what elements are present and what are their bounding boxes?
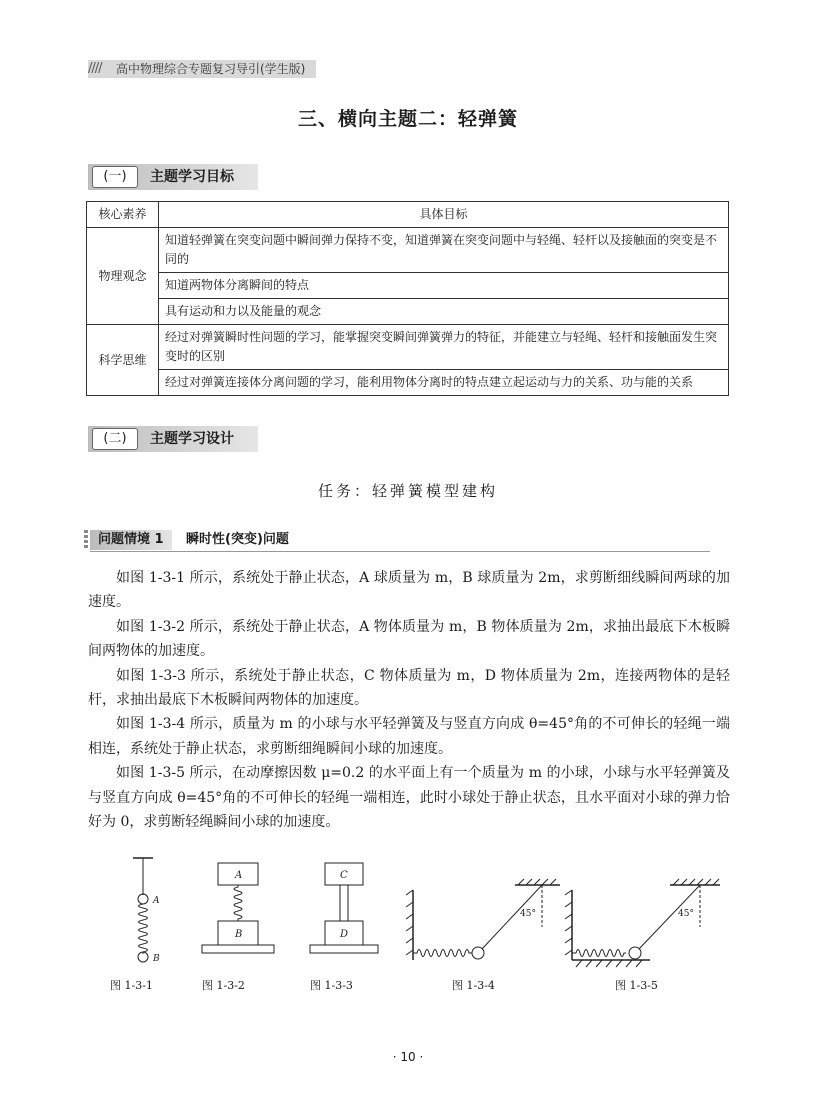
core-cell: 物理观念 bbox=[87, 228, 159, 325]
core-cell: 科学思维 bbox=[87, 325, 159, 396]
goal-cell: 具有运动和力以及能量的观念 bbox=[159, 299, 729, 325]
figure-1-3-4 bbox=[406, 879, 560, 960]
figure-caption: 图 1-3-2 bbox=[202, 979, 245, 992]
angle-label: 45° bbox=[520, 909, 536, 919]
tag-decoration bbox=[84, 530, 88, 550]
rod bbox=[340, 885, 348, 921]
section-number: (一) bbox=[92, 166, 138, 188]
goals-table bbox=[86, 201, 729, 396]
label-a: A bbox=[153, 896, 160, 906]
section-heading-design bbox=[88, 426, 258, 452]
wall-hatch bbox=[565, 890, 572, 955]
label-b: B bbox=[235, 929, 243, 940]
figure-1-3-1 bbox=[133, 858, 160, 964]
page-number: · 10 · bbox=[392, 1050, 424, 1064]
paragraph: 如图 1-3-2 所示，系统处于静止状态，A 物体质量为 m，B 物体质量为 2m，求抽出最底下木板瞬间两物体的加速度。 bbox=[88, 618, 730, 660]
floor-hatch bbox=[576, 960, 642, 967]
goal-cell: 知道两物体分离瞬间的特点 bbox=[159, 273, 729, 299]
angle-label: 45° bbox=[678, 909, 694, 919]
table-row bbox=[87, 299, 729, 325]
label-b: B bbox=[153, 954, 160, 964]
goal-cell: 经过对弹簧连接体分离问题的学习，能利用物体分离时的特点建立起运动与力的关系、功与能的关系 bbox=[159, 370, 729, 396]
board bbox=[202, 945, 274, 953]
goal-cell: 经过对弹簧瞬时性问题的学习，能掌握突变瞬间弹簧弹力的特征，并能建立与轻绳、轻杆和接触面发生突变时的区别 bbox=[159, 325, 729, 370]
problem-heading bbox=[90, 528, 710, 552]
figure-1-3-2 bbox=[202, 863, 274, 953]
figure-caption: 图 1-3-3 bbox=[310, 979, 353, 992]
table-row bbox=[87, 325, 729, 370]
figures-diagram bbox=[0, 855, 816, 975]
paragraph: 如图 1-3-3 所示，系统处于静止状态，C 物体质量为 m，D 物体质量为 2m，连接两物体的是轻杆，求抽出最底下木板瞬间两物体的加速度。 bbox=[88, 667, 730, 709]
figure-1-3-3 bbox=[310, 863, 378, 953]
column-header-core: 核心素养 bbox=[87, 202, 159, 228]
spring bbox=[413, 950, 472, 957]
paragraph: 如图 1-3-1 所示，系统处于静止状态，A 球质量为 m，B 球质量为 2m，求剪断细线瞬间两球的加速度。 bbox=[88, 570, 730, 611]
header-slash-decoration: //// bbox=[88, 61, 102, 76]
ceiling-hatch bbox=[673, 879, 719, 885]
book-title: 高中物理综合专题复习导引(学生版) bbox=[116, 62, 306, 76]
figure-caption: 图 1-3-4 bbox=[452, 979, 495, 992]
paragraph: 如图 1-3-4 所示，质量为 m 的小球与水平轻弹簧及与竖直方向成 θ=45°角的不可伸长的轻绳一端相连，系统处于静止状态，求剪断细绳瞬间小球的加速度。 bbox=[88, 716, 730, 757]
section-heading-goals bbox=[88, 164, 258, 190]
ceiling-hatch bbox=[518, 879, 556, 885]
table-row bbox=[87, 273, 729, 299]
goal-cell: 知道轻弹簧在突变问题中瞬间弹力保持不变，知道弹簧在突变问题中与轻绳、轻杆以及接触面的突变是不同的 bbox=[159, 228, 729, 273]
column-header-goal: 具体目标 bbox=[159, 202, 729, 228]
spring bbox=[572, 950, 626, 957]
figure-1-3-5 bbox=[565, 879, 720, 967]
figure-caption: 图 1-3-1 bbox=[110, 979, 153, 992]
section-title: 主题学习目标 bbox=[150, 169, 234, 185]
board bbox=[310, 945, 378, 953]
page-title: 三、横向主题二：轻弹簧 bbox=[297, 108, 518, 130]
spring bbox=[234, 885, 242, 921]
table-row bbox=[87, 228, 729, 273]
paragraph: 如图 1-3-5 所示，在动摩擦因数 μ=0.2 的水平面上有一个质量为 m 的小球，小球与水平轻弹簧及与竖直方向成 θ=45°角的不可伸长的轻绳一端相连，此时小球处于静止状态，且水平面对小球的弹力恰好为 0，求剪断轻绳瞬间小球的加速度。 bbox=[88, 765, 730, 831]
spring bbox=[139, 904, 148, 952]
section-title: 主题学习设计 bbox=[150, 431, 234, 447]
problem-title: 瞬时性(突变)问题 bbox=[186, 532, 289, 547]
label-a: A bbox=[235, 870, 243, 881]
table-row bbox=[87, 370, 729, 396]
problem-body bbox=[88, 566, 730, 834]
label-c: C bbox=[340, 870, 348, 881]
wall-hatch bbox=[406, 890, 413, 955]
figure-row bbox=[0, 855, 816, 1005]
table-header-row bbox=[87, 202, 729, 228]
ball-a bbox=[138, 894, 148, 904]
problem-tag: 问题情境 1 bbox=[90, 530, 172, 550]
figure-caption: 图 1-3-5 bbox=[615, 979, 658, 992]
label-d: D bbox=[340, 929, 349, 940]
section-number: (二) bbox=[92, 428, 138, 450]
task-title: 任务：轻弹簧模型建构 bbox=[317, 482, 498, 500]
